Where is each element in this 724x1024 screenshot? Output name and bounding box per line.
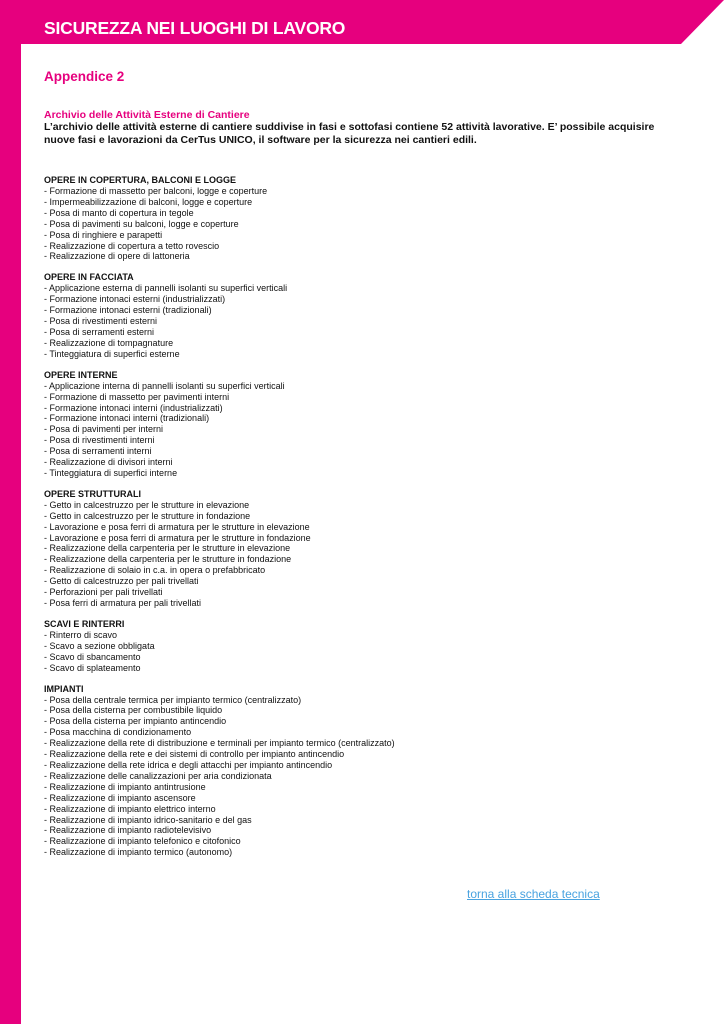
activity-section (44, 684, 684, 859)
list-item: - Posa ferri di armatura per pali trivellati (44, 598, 202, 608)
section-items (44, 695, 684, 859)
list-item: - Realizzazione di impianto idrico-sanitario e del gas (44, 814, 252, 825)
section-items (44, 381, 684, 479)
section-heading: OPERE IN FACCIATA (44, 272, 134, 283)
activity-sections (44, 175, 684, 868)
section-items (44, 186, 684, 262)
list-item: - Rinterro di scavo (44, 629, 118, 640)
list-item: - Posa macchina di condizionamento (44, 727, 192, 738)
activity-section (44, 272, 684, 359)
list-item: - Posa di rivestimenti interni (44, 435, 155, 446)
list-item: - Getto in calcestruzzo per le strutture in elevazione (44, 499, 250, 510)
list-item: - Applicazione esterna di pannelli isolanti su superfici verticali (44, 283, 288, 294)
list-item: - Realizzazione di impianto termico (autonomo) (44, 847, 233, 858)
list-item: - Formazione intonaci esterni (industrializzati) (44, 294, 226, 305)
list-item: - Posa di rivestimenti esterni (44, 316, 158, 327)
list-item: - Realizzazione di impianto radiotelevisivo (44, 825, 212, 836)
list-item: - Posa di serramenti esterni (44, 326, 155, 337)
list-item: - Realizzazione di copertura a tetto rovescio (44, 240, 220, 251)
list-item: - Realizzazione delle canalizzazioni per aria condizionata (44, 770, 272, 781)
list-item: - Realizzazione di divisori interni (44, 457, 173, 468)
section-heading: OPERE IN COPERTURA, BALCONI E LOGGE (44, 175, 237, 185)
activity-section (44, 619, 684, 674)
activity-section (44, 370, 684, 479)
appendix-title: Appendice 2 (44, 69, 125, 84)
section-items (44, 283, 684, 359)
section-heading: OPERE INTERNE (44, 369, 118, 380)
section-items (44, 630, 684, 674)
page-title: SICUREZZA NEI LUOGHI DI LAVORO (44, 18, 346, 38)
list-item: - Posa di manto di copertura in tegole (44, 207, 194, 218)
list-item: - Scavo di splateamento (44, 662, 141, 673)
list-item: - Applicazione interna di pannelli isolanti su superfici verticali (44, 380, 285, 391)
list-item: - Realizzazione della rete e dei sistemi di controllo per impianto antincendio (44, 749, 345, 760)
list-item: - Posa di pavimenti su balconi, logge e coperture (44, 218, 239, 229)
list-item: - Realizzazione di impianto ascensore (44, 792, 196, 803)
list-item: - Posa della centrale termica per impianto termico (centralizzato) (44, 694, 302, 705)
list-item: - Realizzazione di impianto telefonico e citofonico (44, 836, 241, 847)
list-item: - Realizzazione di opere di lattoneria (44, 251, 190, 262)
list-item: - Realizzazione di impianto elettrico interno (44, 803, 216, 814)
left-accent-bar (0, 0, 21, 1024)
intro-text: L’archivio delle attività esterne di cantiere suddivise in fasi e sottofasi contiene 52 attività lavorative. E’ possibile acquisire nuove fasi e lavorazioni da CerTus UNICO, il software per la sicurezza nei cantieri edili. (44, 121, 655, 146)
list-item: - Tinteggiatura di superfici interne (44, 467, 178, 478)
list-item: - Realizzazione della carpenteria per le strutture in fondazione (44, 554, 292, 565)
list-item: - Realizzazione di solaio in c.a. in opera o prefabbricato (44, 565, 266, 576)
list-item: - Realizzazione della rete di distribuzione e terminali per impianto termico (centralizzato) (44, 738, 395, 749)
activity-section (44, 175, 684, 262)
list-item: - Lavorazione e posa ferri di armatura per le strutture in fondazione (44, 532, 311, 543)
list-item: - Formazione di massetto per pavimenti interni (44, 391, 230, 402)
section-heading: SCAVI E RINTERRI (44, 618, 125, 629)
section-heading: OPERE STRUTTURALI (44, 488, 142, 499)
intro-subtitle: Archivio delle Attività Esterne di Cantiere (44, 109, 250, 121)
list-item: - Scavo di sbancamento (44, 651, 141, 662)
list-item: - Getto di calcestruzzo per pali trivellati (44, 576, 199, 587)
section-heading: IMPIANTI (44, 683, 84, 694)
section-items (44, 500, 684, 609)
list-item: - Lavorazione e posa ferri di armatura per le strutture in elevazione (44, 521, 310, 532)
intro-block (44, 109, 684, 146)
list-item: - Realizzazione della carpenteria per le strutture in elevazione (44, 543, 291, 554)
list-item: - Posa della cisterna per impianto antincendio (44, 716, 227, 727)
list-item: - Impermeabilizzazione di balconi, logge e coperture (44, 196, 253, 207)
list-item: - Formazione intonaci interni (tradizionali) (44, 413, 210, 424)
list-item: - Posa di pavimenti per interni (44, 424, 164, 435)
list-item: - Posa di serramenti interni (44, 446, 152, 457)
list-item: - Formazione intonaci interni (industrializzati) (44, 402, 223, 413)
list-item: - Scavo a sezione obbligata (44, 640, 155, 651)
list-item: - Perforazioni per pali trivellati (44, 587, 163, 598)
list-item: - Getto in calcestruzzo per le strutture in fondazione (44, 510, 251, 521)
list-item: - Realizzazione di tompagnature (44, 337, 174, 348)
list-item: - Tinteggiatura di superfici esterne (44, 348, 180, 359)
list-item: - Realizzazione della rete idrica e degli attacchi per impianto antincendio (44, 759, 333, 770)
list-item: - Formazione di massetto per balconi, logge e coperture (44, 186, 268, 196)
list-item: - Realizzazione di impianto antintrusione (44, 781, 206, 792)
list-item: - Posa di ringhiere e parapetti (44, 229, 163, 240)
list-item: - Posa della cisterna per combustibile liquido (44, 705, 223, 716)
back-to-datasheet-link[interactable]: torna alla scheda tecnica (467, 887, 600, 901)
activity-section (44, 489, 684, 609)
list-item: - Formazione intonaci esterni (tradizionali) (44, 305, 212, 316)
